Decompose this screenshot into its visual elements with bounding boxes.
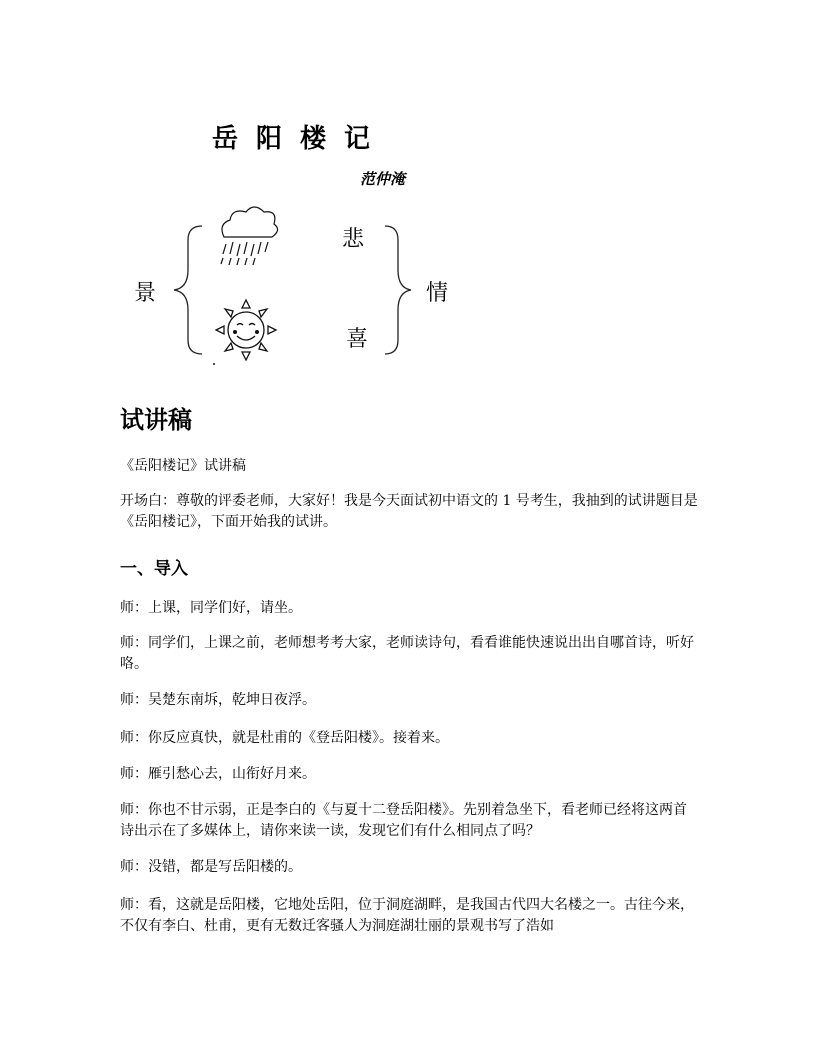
emotion-bottom: 喜 bbox=[346, 327, 369, 352]
paragraph: 师：你反应真快，就是杜甫的《登岳阳楼》。接着来。 bbox=[120, 730, 449, 746]
title-char-1: 岳 bbox=[212, 124, 239, 154]
blackboard-diagram bbox=[120, 100, 480, 370]
right-brace bbox=[385, 226, 411, 354]
paragraph: 师：上课，同学们好，请坐。 bbox=[120, 600, 302, 616]
paragraph: 师：吴楚东南坼，乾坤日夜浮。 bbox=[120, 692, 316, 708]
title-char-3: 楼 bbox=[300, 124, 327, 154]
emotion-top: 悲 bbox=[342, 227, 365, 252]
paragraph: 师：看，这就是岳阳楼，它地处岳阳，位于洞庭湖畔，是我国古代四大名楼之一。古往今来，不仅有李白、杜甫，更有无数迁客骚人为洞庭湖壮丽的景观书写了浩如 bbox=[120, 897, 694, 934]
stray-dot bbox=[213, 363, 215, 365]
title-char-2: 阳 bbox=[256, 124, 283, 154]
section-heading-intro: 一、导入 bbox=[120, 559, 188, 579]
left-brace bbox=[174, 226, 202, 354]
emotion-label: 情 bbox=[426, 281, 449, 306]
opening-paragraph: 开场白：尊敬的评委老师，大家好！我是今天面试初中语文的 1 号考生，我抽到的试讲题目是《岳阳楼记》，下面开始我的试讲。 bbox=[120, 493, 698, 530]
paragraph: 师：没错，都是写岳阳楼的。 bbox=[120, 859, 302, 875]
rain-cloud-icon bbox=[221, 207, 278, 265]
author: 范仲淹 bbox=[360, 170, 406, 188]
diagram-lines bbox=[120, 100, 480, 370]
scene-label: 景 bbox=[134, 281, 157, 306]
page-heading: 试讲稿 bbox=[120, 406, 192, 434]
paragraph: 师：同学们，上课之前，老师想考考大家，老师读诗句，看看谁能快速说出出自哪首诗，听好咯。 bbox=[120, 635, 694, 672]
paragraph: 师：雁引愁心去，山衔好月来。 bbox=[120, 766, 316, 782]
subtitle: 《岳阳楼记》试讲稿 bbox=[120, 458, 246, 474]
smiling-sun-icon bbox=[216, 300, 276, 360]
paragraph: 师：你也不甘示弱，正是李白的《与夏十二登岳阳楼》。先别着急坐下，看老师已经将这两首诗出示在了多媒体上，请你来读一读，发现它们有什么相同点了吗？ bbox=[120, 802, 687, 839]
title-char-4: 记 bbox=[344, 124, 371, 154]
